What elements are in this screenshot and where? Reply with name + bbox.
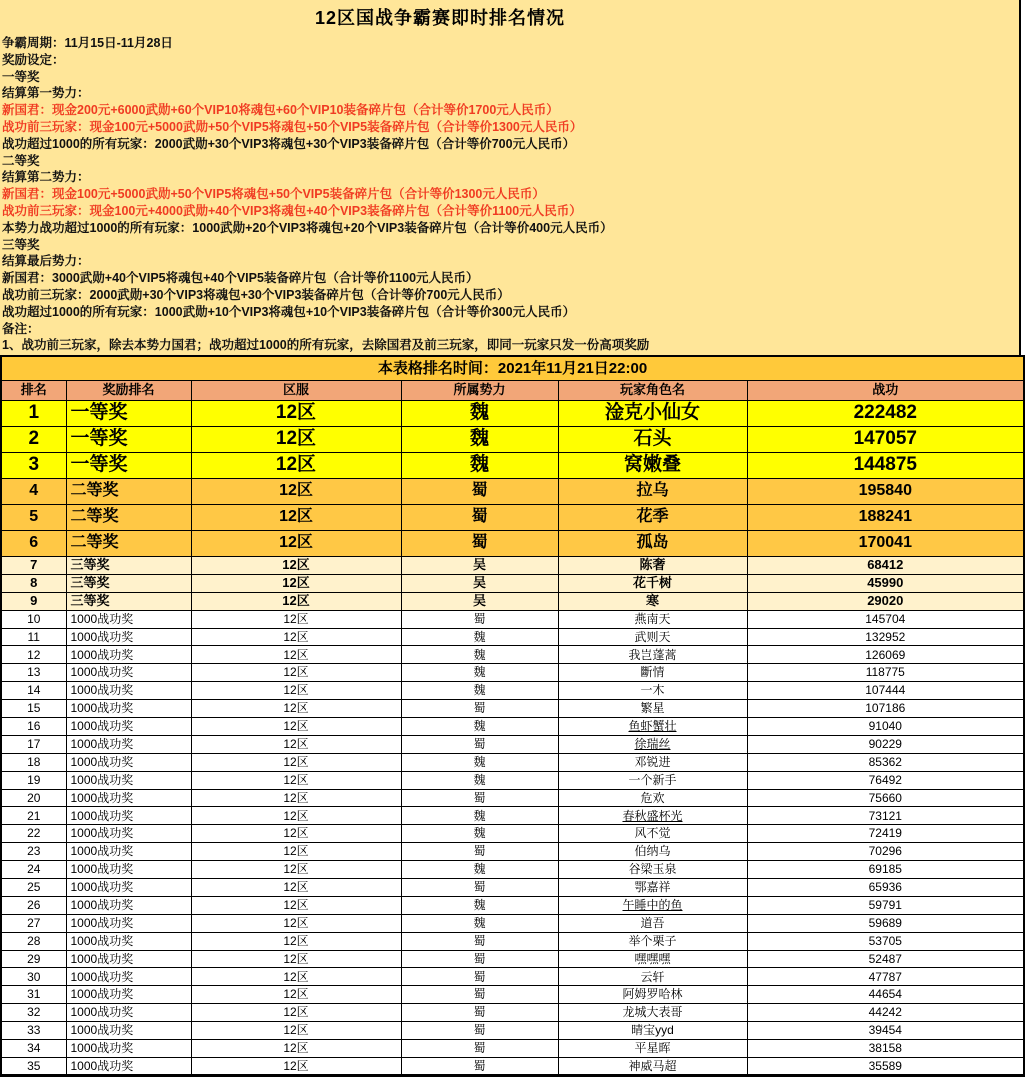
award-cell[interactable]: 1000战功奖 [66, 843, 191, 861]
server-cell[interactable]: 12区 [191, 646, 401, 664]
faction-cell[interactable]: 魏 [401, 753, 558, 771]
award-cell[interactable]: 一等奖 [66, 400, 191, 426]
table-row [1, 556, 1024, 574]
rank-cell[interactable]: 17 [1, 735, 66, 753]
rank-cell[interactable]: 2 [1, 426, 66, 452]
player-cell[interactable]: 徐瑞丝 [558, 735, 747, 753]
merit-cell[interactable]: 29020 [747, 592, 1024, 610]
server-cell[interactable]: 12区 [191, 1022, 401, 1040]
rank-cell[interactable]: 25 [1, 879, 66, 897]
merit-cell[interactable]: 132952 [747, 628, 1024, 646]
player-cell[interactable]: 举个栗子 [558, 932, 747, 950]
merit-cell[interactable]: 107186 [747, 700, 1024, 718]
faction-cell[interactable]: 蜀 [401, 530, 558, 556]
rank-cell[interactable]: 16 [1, 717, 66, 735]
table-row [1, 574, 1024, 592]
faction-cell[interactable]: 魏 [401, 628, 558, 646]
faction-cell[interactable]: 蜀 [401, 1057, 558, 1075]
faction-cell[interactable]: 蜀 [401, 843, 558, 861]
merit-cell[interactable]: 59689 [747, 914, 1024, 932]
player-cell[interactable]: 一木 [558, 682, 747, 700]
rank-cell[interactable]: 13 [1, 664, 66, 682]
server-cell[interactable]: 12区 [191, 789, 401, 807]
ranking-time-banner: 本表格排名时间：2021年11月21日22:00 [1, 356, 1024, 380]
player-cell[interactable]: 斷情 [558, 664, 747, 682]
column-header-faction[interactable]: 所属势力 [401, 380, 558, 400]
rank-cell[interactable]: 32 [1, 1004, 66, 1022]
server-cell[interactable]: 12区 [191, 452, 401, 478]
player-cell[interactable]: 淦克小仙女 [558, 400, 747, 426]
award-cell[interactable]: 三等奖 [66, 574, 191, 592]
rank-cell[interactable]: 3 [1, 452, 66, 478]
merit-cell[interactable]: 59791 [747, 896, 1024, 914]
faction-cell[interactable]: 蜀 [401, 478, 558, 504]
table-row [1, 1057, 1024, 1075]
table-row [1, 426, 1024, 452]
award-cell[interactable]: 1000战功奖 [66, 664, 191, 682]
merit-cell[interactable]: 65936 [747, 879, 1024, 897]
merit-cell[interactable]: 70296 [747, 843, 1024, 861]
faction-cell[interactable]: 魏 [401, 807, 558, 825]
faction-cell[interactable]: 魏 [401, 400, 558, 426]
player-cell[interactable]: 花千树 [558, 574, 747, 592]
player-cell[interactable]: 鱼虾蟹壮 [558, 717, 747, 735]
rank-cell[interactable]: 20 [1, 789, 66, 807]
faction-cell[interactable]: 蜀 [401, 1022, 558, 1040]
server-cell[interactable]: 12区 [191, 717, 401, 735]
merit-cell[interactable]: 107444 [747, 682, 1024, 700]
award-cell[interactable]: 1000战功奖 [66, 610, 191, 628]
server-cell[interactable]: 12区 [191, 610, 401, 628]
award-cell[interactable]: 三等奖 [66, 556, 191, 574]
info-line: 结算第一势力： [2, 86, 90, 101]
player-cell[interactable]: 邓锐进 [558, 753, 747, 771]
faction-cell[interactable]: 魏 [401, 646, 558, 664]
rank-cell[interactable]: 31 [1, 986, 66, 1004]
server-cell[interactable]: 12区 [191, 932, 401, 950]
table-row [1, 807, 1024, 825]
rank-cell[interactable]: 9 [1, 592, 66, 610]
table-row [1, 664, 1024, 682]
table-row [1, 735, 1024, 753]
merit-cell[interactable]: 72419 [747, 825, 1024, 843]
server-cell[interactable]: 12区 [191, 950, 401, 968]
award-cell[interactable]: 1000战功奖 [66, 700, 191, 718]
table-row [1, 843, 1024, 861]
faction-cell[interactable]: 蜀 [401, 1004, 558, 1022]
faction-cell[interactable]: 蜀 [401, 932, 558, 950]
info-line: 战功超过1000的所有玩家：2000武勋+30个VIP3将魂包+30个VIP3装备碎片包（合计等价700元人民币） [2, 136, 576, 151]
server-cell[interactable]: 12区 [191, 700, 401, 718]
merit-cell[interactable]: 188241 [747, 504, 1024, 530]
table-row [1, 968, 1024, 986]
rank-cell[interactable]: 6 [1, 530, 66, 556]
server-cell[interactable]: 12区 [191, 400, 401, 426]
server-cell[interactable]: 12区 [191, 1057, 401, 1075]
merit-cell[interactable]: 53705 [747, 932, 1024, 950]
merit-cell[interactable]: 144875 [747, 452, 1024, 478]
award-cell[interactable]: 1000战功奖 [66, 914, 191, 932]
server-cell[interactable]: 12区 [191, 530, 401, 556]
faction-cell[interactable]: 魏 [401, 896, 558, 914]
award-cell[interactable]: 1000战功奖 [66, 1022, 191, 1040]
table-row [1, 896, 1024, 914]
info-line: 结算第二势力： [2, 170, 90, 185]
rank-cell[interactable]: 4 [1, 478, 66, 504]
rank-cell[interactable]: 29 [1, 950, 66, 968]
server-cell[interactable]: 12区 [191, 771, 401, 789]
player-cell[interactable]: 伯纳乌 [558, 843, 747, 861]
player-cell[interactable]: 寒 [558, 592, 747, 610]
merit-cell[interactable]: 118775 [747, 664, 1024, 682]
rank-cell[interactable]: 5 [1, 504, 66, 530]
merit-cell[interactable]: 147057 [747, 426, 1024, 452]
award-cell[interactable]: 1000战功奖 [66, 789, 191, 807]
merit-cell[interactable]: 47787 [747, 968, 1024, 986]
rank-cell[interactable]: 24 [1, 861, 66, 879]
rank-cell[interactable]: 27 [1, 914, 66, 932]
column-header-rank[interactable]: 排名 [1, 380, 66, 400]
server-cell[interactable]: 12区 [191, 574, 401, 592]
server-cell[interactable]: 12区 [191, 968, 401, 986]
faction-cell[interactable]: 蜀 [401, 1040, 558, 1058]
prize-info-area [0, 0, 1021, 355]
info-line: 备注： [2, 321, 40, 336]
info-line: 二等奖 [2, 153, 40, 168]
player-cell[interactable]: 陈奢 [558, 556, 747, 574]
merit-cell[interactable]: 145704 [747, 610, 1024, 628]
table-row [1, 646, 1024, 664]
faction-cell[interactable]: 吴 [401, 592, 558, 610]
faction-cell[interactable]: 蜀 [401, 789, 558, 807]
table-row [1, 400, 1024, 426]
faction-cell[interactable]: 蜀 [401, 986, 558, 1004]
faction-cell[interactable]: 蜀 [401, 968, 558, 986]
player-cell[interactable]: 嘿嘿嘿 [558, 950, 747, 968]
player-cell[interactable]: 花季 [558, 504, 747, 530]
column-header-award[interactable]: 奖励排名 [66, 380, 191, 400]
server-cell[interactable]: 12区 [191, 986, 401, 1004]
merit-cell[interactable]: 91040 [747, 717, 1024, 735]
player-cell[interactable]: 龙城大表哥 [558, 1004, 747, 1022]
merit-cell[interactable]: 52487 [747, 950, 1024, 968]
merit-cell[interactable]: 44242 [747, 1004, 1024, 1022]
rank-cell[interactable]: 19 [1, 771, 66, 789]
rank-cell[interactable]: 28 [1, 932, 66, 950]
server-cell[interactable]: 12区 [191, 879, 401, 897]
player-cell[interactable]: 午睡中的鱼 [558, 896, 747, 914]
server-cell[interactable]: 12区 [191, 556, 401, 574]
award-cell[interactable]: 1000战功奖 [66, 682, 191, 700]
award-cell[interactable]: 1000战功奖 [66, 986, 191, 1004]
award-cell[interactable]: 二等奖 [66, 478, 191, 504]
table-row [1, 1040, 1024, 1058]
table-row [1, 771, 1024, 789]
rank-cell[interactable]: 14 [1, 682, 66, 700]
rank-cell[interactable]: 7 [1, 556, 66, 574]
award-cell[interactable]: 1000战功奖 [66, 1057, 191, 1075]
merit-cell[interactable]: 45990 [747, 574, 1024, 592]
award-cell[interactable]: 1000战功奖 [66, 825, 191, 843]
server-cell[interactable]: 12区 [191, 504, 401, 530]
table-row [1, 628, 1024, 646]
server-cell[interactable]: 12区 [191, 592, 401, 610]
award-cell[interactable]: 1000战功奖 [66, 1040, 191, 1058]
info-line: 战功超过1000的所有玩家：1000武勋+10个VIP3将魂包+10个VIP3装备碎片包（合计等价300元人民币） [2, 304, 576, 319]
table-row [1, 879, 1024, 897]
server-cell[interactable]: 12区 [191, 426, 401, 452]
faction-cell[interactable]: 蜀 [401, 735, 558, 753]
faction-cell[interactable]: 魏 [401, 682, 558, 700]
info-line: 新国君：3000武勋+40个VIP5将魂包+40个VIP5装备碎片包（合计等价1100元人民币） [2, 271, 479, 286]
faction-cell[interactable]: 魏 [401, 861, 558, 879]
info-line: 奖励设定： [2, 52, 65, 67]
award-cell[interactable]: 1000战功奖 [66, 896, 191, 914]
faction-cell[interactable]: 蜀 [401, 700, 558, 718]
faction-cell[interactable]: 魏 [401, 717, 558, 735]
table-row [1, 789, 1024, 807]
player-cell[interactable]: 鄂嘉祥 [558, 879, 747, 897]
award-cell[interactable]: 1000战功奖 [66, 628, 191, 646]
rank-cell[interactable]: 22 [1, 825, 66, 843]
merit-cell[interactable]: 35589 [747, 1057, 1024, 1075]
table-row [1, 1022, 1024, 1040]
table-row [1, 861, 1024, 879]
table-row [1, 914, 1024, 932]
faction-cell[interactable]: 蜀 [401, 610, 558, 628]
column-header-player[interactable]: 玩家角色名 [558, 380, 747, 400]
merit-cell[interactable]: 69185 [747, 861, 1024, 879]
table-row [1, 986, 1024, 1004]
server-cell[interactable]: 12区 [191, 807, 401, 825]
ranking-table [0, 355, 1025, 1077]
player-cell[interactable]: 阿姆罗哈林 [558, 986, 747, 1004]
rank-cell[interactable]: 33 [1, 1022, 66, 1040]
faction-cell[interactable]: 蜀 [401, 504, 558, 530]
player-cell[interactable]: 一个新手 [558, 771, 747, 789]
info-line: 新国君：现金200元+6000武勋+60个VIP10将魂包+60个VIP10装备碎片包（合计等价1700元人民币） [2, 103, 559, 118]
player-cell[interactable]: 武则天 [558, 628, 747, 646]
award-cell[interactable]: 1000战功奖 [66, 950, 191, 968]
award-cell[interactable]: 1000战功奖 [66, 753, 191, 771]
table-body [1, 400, 1024, 1075]
table-row [1, 682, 1024, 700]
server-cell[interactable]: 12区 [191, 664, 401, 682]
faction-cell[interactable]: 魏 [401, 452, 558, 478]
merit-cell[interactable]: 195840 [747, 478, 1024, 504]
award-cell[interactable]: 二等奖 [66, 530, 191, 556]
server-cell[interactable]: 12区 [191, 682, 401, 700]
faction-cell[interactable]: 吴 [401, 574, 558, 592]
server-cell[interactable]: 12区 [191, 628, 401, 646]
award-cell[interactable]: 1000战功奖 [66, 717, 191, 735]
merit-cell[interactable]: 85362 [747, 753, 1024, 771]
header-row [1, 380, 1024, 400]
rank-cell[interactable]: 30 [1, 968, 66, 986]
award-cell[interactable]: 1000战功奖 [66, 879, 191, 897]
award-cell[interactable]: 1000战功奖 [66, 807, 191, 825]
player-cell[interactable]: 平星晖 [558, 1040, 747, 1058]
faction-cell[interactable]: 蜀 [401, 879, 558, 897]
merit-cell[interactable]: 75660 [747, 789, 1024, 807]
info-line: 结算最后势力： [2, 254, 90, 269]
table-row [1, 478, 1024, 504]
rank-cell[interactable]: 23 [1, 843, 66, 861]
server-cell[interactable]: 12区 [191, 914, 401, 932]
table-row [1, 717, 1024, 735]
table-row [1, 610, 1024, 628]
table-row [1, 504, 1024, 530]
award-cell[interactable]: 三等奖 [66, 592, 191, 610]
server-cell[interactable]: 12区 [191, 478, 401, 504]
merit-cell[interactable]: 68412 [747, 556, 1024, 574]
player-cell[interactable]: 谷梁玉泉 [558, 861, 747, 879]
rank-cell[interactable]: 18 [1, 753, 66, 771]
player-cell[interactable]: 神威马超 [558, 1057, 747, 1075]
table-row [1, 1004, 1024, 1022]
column-header-merit[interactable]: 战功 [747, 380, 1024, 400]
info-line: 战功前三玩家：2000武勋+30个VIP3将魂包+30个VIP3装备碎片包（合计等价700元人民币） [2, 287, 510, 302]
faction-cell[interactable]: 魏 [401, 771, 558, 789]
table-row [1, 753, 1024, 771]
faction-cell[interactable]: 魏 [401, 914, 558, 932]
faction-cell[interactable]: 蜀 [401, 950, 558, 968]
server-cell[interactable]: 12区 [191, 1004, 401, 1022]
server-cell[interactable]: 12区 [191, 861, 401, 879]
table-row [1, 452, 1024, 478]
merit-cell[interactable]: 126069 [747, 646, 1024, 664]
award-cell[interactable]: 1000战功奖 [66, 932, 191, 950]
player-cell[interactable]: 石头 [558, 426, 747, 452]
rank-cell[interactable]: 34 [1, 1040, 66, 1058]
merit-cell[interactable]: 222482 [747, 400, 1024, 426]
info-line: 本势力战功超过1000的所有玩家：1000武勋+20个VIP3将魂包+20个VIP3装备碎片包（合计等价400元人民币） [2, 220, 613, 235]
merit-cell[interactable]: 76492 [747, 771, 1024, 789]
info-line: 战功前三玩家：现金100元+4000武勋+40个VIP3将魂包+40个VIP3装备碎片包（合计等价1100元人民币） [2, 203, 582, 218]
info-line: 1、战功前三玩家，除去本势力国君；战功超过1000的所有玩家，去除国君及前三玩家，即同一玩家只发一份高项奖励 [2, 338, 650, 353]
award-cell[interactable]: 1000战功奖 [66, 1004, 191, 1022]
server-cell[interactable]: 12区 [191, 825, 401, 843]
merit-cell[interactable]: 39454 [747, 1022, 1024, 1040]
rank-cell[interactable]: 10 [1, 610, 66, 628]
award-cell[interactable]: 1000战功奖 [66, 646, 191, 664]
server-cell[interactable]: 12区 [191, 896, 401, 914]
info-line: 争霸周期：11月15日-11月28日 [2, 36, 173, 50]
rank-cell[interactable]: 15 [1, 700, 66, 718]
merit-cell[interactable]: 44654 [747, 986, 1024, 1004]
info-line: 三等奖 [2, 237, 40, 252]
rank-cell[interactable]: 12 [1, 646, 66, 664]
player-cell[interactable]: 拉乌 [558, 478, 747, 504]
player-cell[interactable]: 春秋盛杯光 [558, 807, 747, 825]
player-cell[interactable]: 窝嫩叠 [558, 452, 747, 478]
award-cell[interactable]: 1000战功奖 [66, 968, 191, 986]
rank-cell[interactable]: 8 [1, 574, 66, 592]
player-cell[interactable]: 危欢 [558, 789, 747, 807]
table-row [1, 530, 1024, 556]
faction-cell[interactable]: 吴 [401, 556, 558, 574]
award-cell[interactable]: 一等奖 [66, 452, 191, 478]
player-cell[interactable]: 我岂蓬蒿 [558, 646, 747, 664]
award-cell[interactable]: 1000战功奖 [66, 735, 191, 753]
server-cell[interactable]: 12区 [191, 735, 401, 753]
merit-cell[interactable]: 90229 [747, 735, 1024, 753]
faction-cell[interactable]: 魏 [401, 664, 558, 682]
player-cell[interactable]: 道吾 [558, 914, 747, 932]
rank-cell[interactable]: 35 [1, 1057, 66, 1075]
column-header-server[interactable]: 区服 [191, 380, 401, 400]
banner-row [1, 356, 1024, 380]
rank-cell[interactable]: 26 [1, 896, 66, 914]
table-row [1, 932, 1024, 950]
rank-cell[interactable]: 1 [1, 400, 66, 426]
player-cell[interactable]: 风不觉 [558, 825, 747, 843]
server-cell[interactable]: 12区 [191, 753, 401, 771]
player-cell[interactable]: 燕南天 [558, 610, 747, 628]
server-cell[interactable]: 12区 [191, 1040, 401, 1058]
award-cell[interactable]: 二等奖 [66, 504, 191, 530]
faction-cell[interactable]: 魏 [401, 825, 558, 843]
player-cell[interactable]: 繁星 [558, 700, 747, 718]
info-line: 新国君：现金100元+5000武勋+50个VIP5将魂包+50个VIP5装备碎片包（合计等价1300元人民币） [2, 187, 545, 202]
table-row [1, 825, 1024, 843]
server-cell[interactable]: 12区 [191, 843, 401, 861]
merit-cell[interactable]: 38158 [747, 1040, 1024, 1058]
page-title: 12区国战争霸赛即时排名情况 [314, 7, 566, 28]
rank-cell[interactable]: 21 [1, 807, 66, 825]
merit-cell[interactable]: 170041 [747, 530, 1024, 556]
table-row [1, 950, 1024, 968]
merit-cell[interactable]: 73121 [747, 807, 1024, 825]
award-cell[interactable]: 1000战功奖 [66, 861, 191, 879]
info-section [0, 33, 1019, 355]
award-cell[interactable]: 一等奖 [66, 426, 191, 452]
info-line: 一等奖 [2, 69, 40, 84]
info-line: 战功前三玩家：现金100元+5000武勋+50个VIP5将魂包+50个VIP5装备碎片包（合计等价1300元人民币） [2, 119, 583, 134]
player-cell[interactable]: 晴宝yyd [558, 1022, 747, 1040]
faction-cell[interactable]: 魏 [401, 426, 558, 452]
player-cell[interactable]: 云轩 [558, 968, 747, 986]
player-cell[interactable]: 孤岛 [558, 530, 747, 556]
rank-cell[interactable]: 11 [1, 628, 66, 646]
table-row [1, 700, 1024, 718]
award-cell[interactable]: 1000战功奖 [66, 771, 191, 789]
table-row [1, 592, 1024, 610]
